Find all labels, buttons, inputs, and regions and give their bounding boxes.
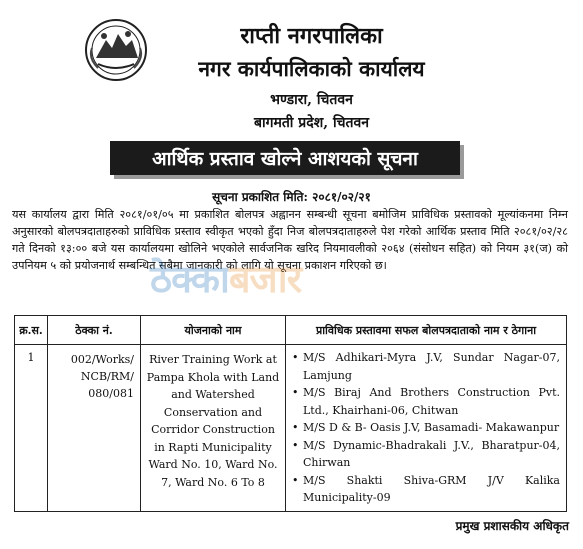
office-location: भण्डारा, चितवन: [270, 92, 353, 108]
serial-cell: 1: [15, 345, 48, 512]
watermark-part-1: ठेक्का: [150, 257, 229, 301]
municipality-name: राप्ती नगरपालिका: [240, 23, 383, 49]
published-date: सूचना प्रकाशित मिति: २०८१/०२/२१: [212, 190, 371, 204]
table-header-row: [15, 316, 567, 345]
header-contract-no: ठेक्का नं.: [48, 316, 141, 345]
table-row: [15, 345, 567, 512]
notice-header: [0, 0, 583, 132]
bidder-item: • M/S Shakti Shiva-GRM J/V Kalika Municipality-09: [292, 472, 560, 507]
tender-table: [14, 315, 567, 512]
bidder-item: • M/S Biraj And Brothers Construction Pvt. Ltd., Khairhani-06, Chitwan: [292, 384, 560, 419]
notice-body: यस कार्यालय द्वारा मिति २०८१/०१/०५ मा प्रकाशित बोलपत्र अह्वानन सम्बन्धी सूचना बमोजिम प्राविधिक प्रस्तावको मूल्यांकनमा निम्न अनुसारको बोलपत्रदाताहरुको प्राविधिक प्रस्ताव स्वीकृत भएको हुँदा निज बोलपत्रदाताहरुले पेश गरेको आर्थिक प्रस्ताव मिति २०८१/०२/२८ गते दिनको १३:०० बजे यस कार्यालयमा खोलिने भएकोले सार्वजनिक खरिद नियमावलीको २०६४ (संसोधन सहित) को नियम ३१(ज) को उपनियम ५ को प्रयोजनार्थ सम्बन्धित सबैमा जानकारी को लागि यो सूचना प्रकाशन गरिएको छ।: [12, 208, 568, 272]
bidders-cell: [286, 345, 567, 512]
header-bidders: प्राविधिक प्रस्तावमा सफल बोलपत्रदाताको नाम र ठेगाना: [286, 316, 567, 345]
bidder-item: • M/S Dynamic-Bhadrakali J.V., Bharatpur-04, Chirwan: [292, 437, 560, 472]
project-name-cell: River Training Work at Pampa Khola with Land and Watershed Conservation and Corridor Construction in Rapti Municipality Ward No. 10, Ward No. 7, Ward No. 6 To 8: [141, 345, 286, 512]
province-name: बागमती प्रदेश, चितवन: [253, 115, 370, 131]
office-name: नगर कार्यपालिकाको कार्यालय: [198, 56, 425, 81]
bidder-item: • M/S D & B- Oasis J.V, Basamadi- Makawanpur: [292, 419, 560, 437]
contract-no-cell: 002/Works/ NCB/RM/ 080/081: [48, 345, 141, 512]
watermark-part-2: बजार: [228, 257, 302, 301]
header-project-name: योजनाको नाम: [141, 316, 286, 345]
notice-title-banner: आर्थिक प्रस्ताव खोल्ने आशयको सूचना: [110, 141, 460, 175]
signatory-title: प्रमुख प्रशासकीय अधिकृत: [455, 519, 569, 533]
header-serial: क्र.स.: [15, 316, 48, 345]
bidder-item: • M/S Adhikari-Myra J.V, Sundar Nagar-07, Lamjung: [292, 349, 560, 384]
